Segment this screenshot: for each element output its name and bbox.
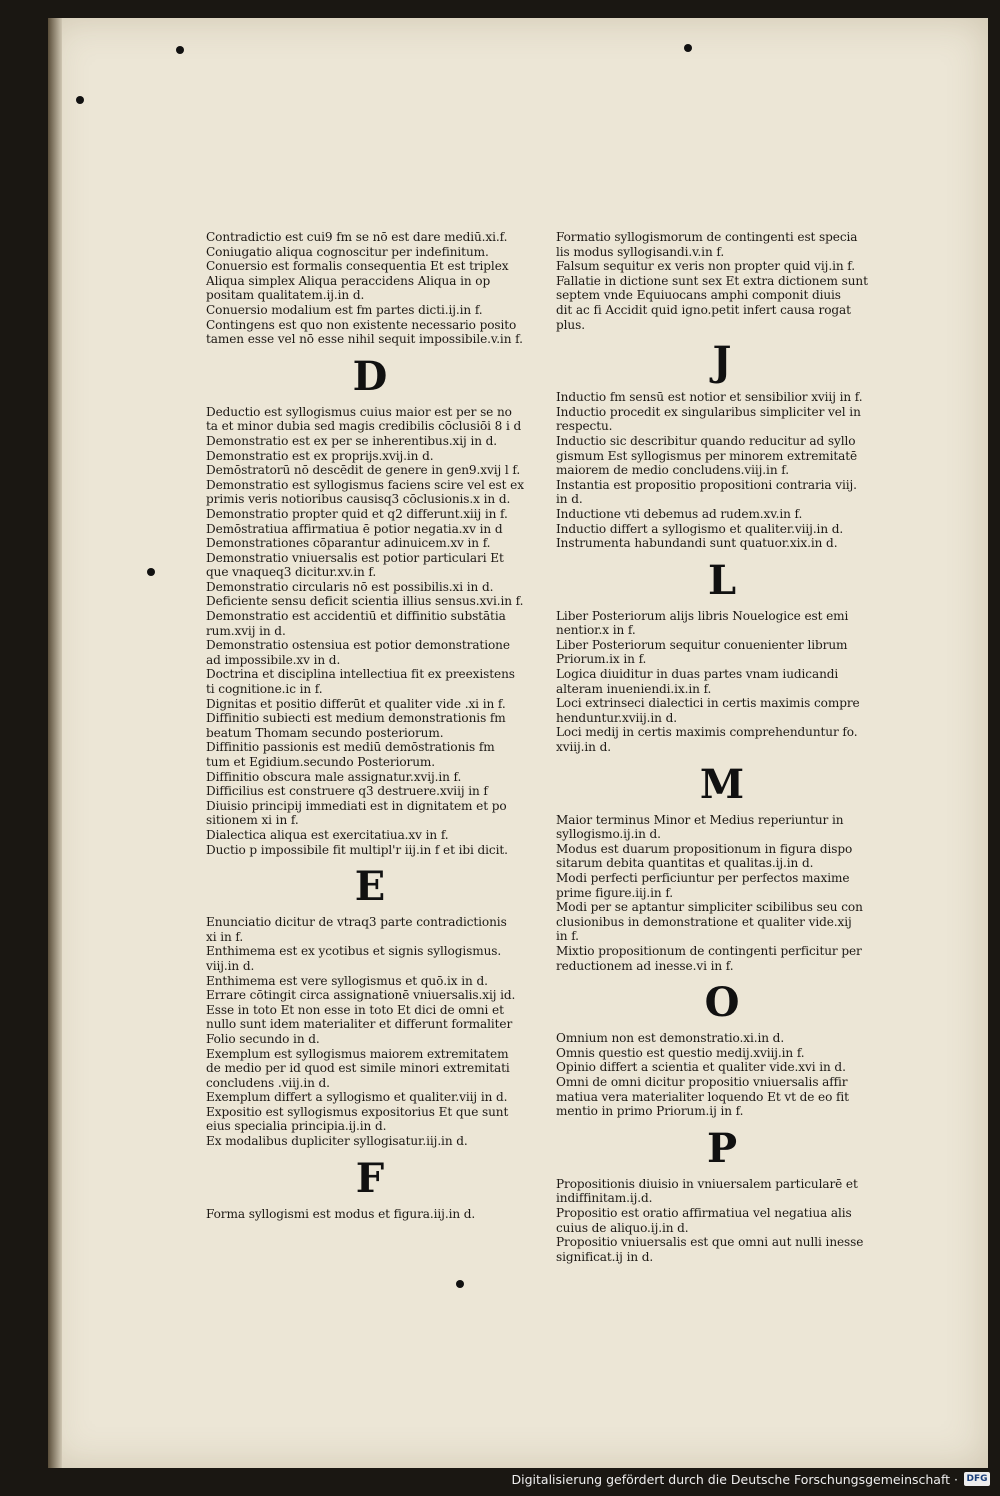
section-initial: F [355,1154,385,1202]
section-initial: P [706,1124,738,1172]
binding-hole [76,96,84,104]
index-entry: que vnaqueq3 dicitur.xv.in f. [206,565,377,580]
index-entry: Conuersio modalium est fm partes dicti.ij.in f. [206,302,483,317]
index-entry: Demonstratio est accidentiū et diffinitio substātia [206,609,506,624]
index-entry: lis modus syllogisandi.v.in f. [556,244,725,259]
index-entry: Demōstratorū nō descēdit de genere in gen9.xvij l f. [206,463,521,478]
binding-hole [147,568,155,576]
index-entry: Doctrina et disciplina intellectiua fit ex preexistens [206,667,515,682]
index-entry: de medio per id quod est simile minori extremitati [206,1061,510,1076]
index-entry: Loci medij in certis maximis comprehenduntur fo. [556,725,858,740]
index-entry: Ex modalibus dupliciter syllogisatur.iij.in d. [206,1134,468,1149]
index-entry: primis veris notioribus causisq3 cōclusionis.x in d. [206,492,511,507]
binding-hole [176,46,184,54]
index-entry: Demonstratio ostensiua est potior demonstratione [206,638,510,653]
index-entry: Esse in toto Et non esse in toto Et dici de omni et [206,1002,504,1017]
index-entry: matiua vera materialiter loquendo Et vt de eo fit [556,1089,849,1104]
index-entry: Exemplum differt a syllogismo et qualiter.viij in d. [206,1090,508,1105]
index-entry: Omnis questio est questio medij.xviij.in f. [556,1045,805,1060]
dfg-logo-icon: DFG [964,1472,990,1486]
index-entry: eius specialia principia.ij.in d. [206,1119,387,1134]
index-entry: Opinio differt a scientia et qualiter vide.xvi in d. [556,1060,846,1075]
index-entry: ad impossibile.xv in d. [206,652,341,667]
section-initial: L [707,556,737,604]
section-initial: O [704,979,740,1027]
index-column-left [206,230,534,1221]
index-entry: Coniugatio aliqua cognoscitur per indefinitum. [206,244,489,259]
index-entry: respectu. [556,419,613,434]
index-entry: Logica diuiditur in duas partes vnam iudicandi [556,667,839,682]
index-entry: Aliqua simplex Aliqua peraccidens Aliqua in op [206,273,491,288]
index-entry: Loci extrinseci dialectici in certis maximis compre [556,696,860,711]
index-entry: Liber Posteriorum alijs libris Nouelogice est emi [556,608,849,623]
index-entry: Diffinitio subiecti est medium demonstrationis fm [206,711,506,726]
index-entry: Demonstratio est syllogismus faciens scire vel est ex [206,477,524,492]
index-entry: ta et minor dubia sed magis credibilis cōclusiōi 8 i d [206,419,522,434]
index-entry: Inductio procedit ex singularibus simpliciter vel in [556,404,861,419]
book-page [48,18,988,1468]
index-entry: Diuisio principij immediati est in dignitatem et po [206,798,507,813]
section-initial: J [712,338,732,386]
index-entry: Demonstratio est ex proprijs.xvij.in d. [206,448,434,463]
index-entry: Modi per se aptantur simpliciter scibilibus seu con [556,900,863,915]
index-entry: Instantia est propositio propositioni contraria viij. [556,477,857,492]
binding-hole [684,44,692,52]
index-entry: xviij.in d. [556,740,611,755]
binding-hole [456,1280,464,1288]
index-entry: mentio in primo Priorum.ij in f. [556,1104,744,1119]
index-entry: Forma syllogismi est modus et figura.iij.in d. [206,1206,476,1221]
index-entry: Falsum sequitur ex veris non propter quid vij.in f. [556,259,855,274]
index-entry: Inductio fm sensū est notior et sensibilior xviij in f. [556,390,863,405]
index-entry: positam qualitatem.ij.in d. [206,288,365,303]
index-entry: Exemplum est syllogismus maiorem extremitatem [206,1046,509,1061]
index-entry: viij.in d. [206,958,255,973]
index-entry: Formatio syllogismorum de contingenti est specia [556,230,858,244]
index-entry: maiorem de medio concludens.viij.in f. [556,463,789,478]
index-entry: Propositio est oratio affirmatiua vel negatiua alis [556,1205,852,1220]
index-entry: Propositionis diuisio in vniuersalem particularē et [556,1176,858,1191]
index-entry: Deductio est syllogismus cuius maior est per se no [206,404,512,419]
section-initial: M [699,760,745,808]
index-entry: Propositio vniuersalis est que omni aut nulli inesse [556,1235,864,1250]
index-entry: Dignitas et positio differūt et qualiter vide .xi in f. [206,696,506,711]
index-entry: Ductio p impossibile fit multipl'r iij.in f et ibi dicit. [206,842,508,857]
index-entry: xi in f. [206,929,244,944]
index-entry: Modi perfecti perficiuntur per perfectos maxime [556,871,850,885]
index-entry: indiffinitam.ij.d. [556,1191,653,1206]
index-entry: Omnium non est demonstratio.xi.in d. [556,1031,785,1046]
index-entry: tum et Egidium.secundo Posteriorum. [206,755,436,769]
index-entry: rum.xvij in d. [206,623,286,638]
index-entry: gismum Est syllogismus per minorem extremitatē [556,448,858,463]
index-entry: concludens .viij.in d. [206,1075,330,1090]
index-entry: Instrumenta habundandi sunt quatuor.xix.in d. [556,536,838,551]
index-entry: clusionibus in demonstratione et qualiter vide.xij [556,914,852,929]
page-spine [48,18,62,1468]
section-initial: E [354,863,386,911]
index-entry: Fallatie in dictione sunt sex Et extra dictionem sunt [556,273,868,288]
index-entry: Inductio differt a syllogismo et qualiter.viij.in d. [556,521,844,536]
index-entry: significat.ij in d. [556,1249,654,1264]
index-entry: Demonstratio propter quid et q2 differunt.xiij in f. [206,506,508,521]
index-entry: Priorum.ix in f. [556,652,647,667]
index-entry: ti cognitione.ic in f. [206,682,323,697]
digitization-footer [512,1469,991,1489]
index-entry: Enthimema est ex ycotibus et signis syllogismus. [206,944,502,959]
index-entry: septem vnde Equiuocans amphi componit diuis [556,288,841,303]
index-entry: Demonstratio vniuersalis est potior particulari Et [206,550,504,565]
index-entry: sitarum debita quantitas et qualitas.ij.in d. [556,856,814,871]
index-entry: Errare cōtingit circa assignationē vniuersalis.xij id. [206,988,516,1003]
index-entry: Inductione vti debemus ad rudem.xv.in f. [556,506,803,521]
index-entry: Demonstratio est ex per se inherentibus.xij in d. [206,433,498,448]
index-entry: Diffinitio obscura male assignatur.xvij.in f. [206,769,462,784]
index-entry: beatum Thomam secundo posteriorum. [206,725,444,740]
index-entry: Demōstratiua affirmatiua ē potior negatia.xv in d [206,521,503,536]
index-entry: nentior.x in f. [556,623,636,638]
index-entry: Deficiente sensu deficit scientia illius sensus.xvi.in f. [206,594,524,609]
index-entry: Demonstratio circularis nō est possibilis.xi in d. [206,579,494,594]
index-entry: alteram inueniendi.ix.in f. [556,681,712,696]
index-entry: plus. [556,317,585,332]
index-entry: nullo sunt idem materialiter et differunt formaliter [206,1017,513,1032]
index-entry: Demonstrationes cōparantur adinuicem.xv in f. [206,536,491,551]
index-entry: Folio secundo in d. [206,1031,320,1046]
index-entry: henduntur.xviij.in d. [556,710,677,725]
index-entry: tamen esse vel nō esse nihil sequit impossibile.v.in f. [206,332,523,347]
index-entry: Inductio sic describitur quando reducitur ad syllo [556,433,856,448]
index-entry: Difficilius est construere q3 destruere.xviij in f [206,784,488,799]
footer-credit: Digitalisierung gefördert durch die Deutsche Forschungsgemeinschaft · [511,1471,958,1487]
index-entry: Expositio est syllogismus expositorius Et que sunt [206,1104,509,1119]
index-entry: Diffinitio passionis est mediū demōstrationis fm [206,740,495,755]
index-entry: cuius de aliquo.ij.in d. [556,1220,689,1235]
index-entry: Enthimema est vere syllogismus et quō.ix in d. [206,973,488,988]
index-entry: syllogismo.ij.in d. [556,827,661,842]
index-entry: Conuersio est formalis consequentia Et est triplex [206,259,509,274]
index-entry: sitionem xi in f. [206,813,299,828]
index-entry: in d. [556,492,583,507]
index-entry: Omni de omni dicitur propositio vniuersalis affir [556,1074,848,1089]
index-entry: reductionem ad inesse.vi in f. [556,958,734,973]
index-entry: Mixtio propositionum de contingenti perficitur per [556,943,862,958]
index-entry: dit ac fi Accidit quid igno.petit infert causa rogat [556,302,851,317]
index-entry: prime figure.iij.in f. [556,885,674,900]
index-entry: in f. [556,929,579,944]
index-entry: Modus est duarum propositionum in figura dispo [556,841,853,856]
index-entry: Maior terminus Minor et Medius reperiuntur in [556,812,844,827]
index-entry: Contingens est quo non existente necessario posito [206,317,517,332]
section-initial: D [352,352,388,400]
index-entry: Dialectica aliqua est exercitatiua.xv in f. [206,827,449,842]
index-entry: Liber Posteriorum sequitur conuenienter librum [556,637,848,652]
index-entry: Enunciatio dicitur de vtraq3 parte contradictionis [206,915,507,930]
index-column-right [556,230,888,1264]
index-entry: Contradictio est cui9 fm se nō est dare mediū.xi.f. [206,230,508,244]
